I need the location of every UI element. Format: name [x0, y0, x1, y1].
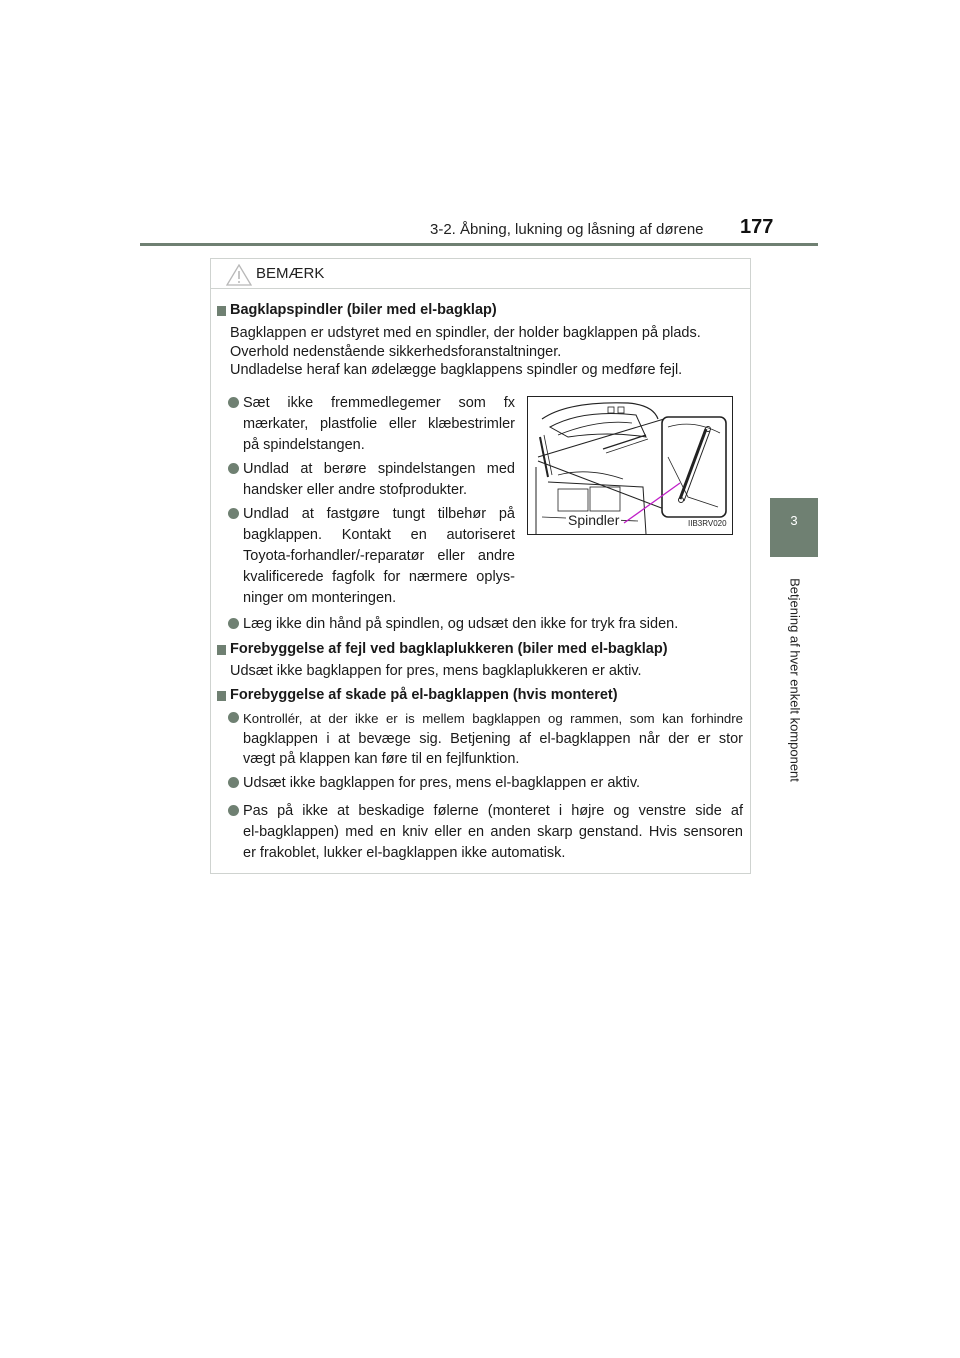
bullet-line: Læg ikke din hånd på spindlen, og udsæt den ikke for tryk fra siden. [243, 616, 679, 632]
intro-line: Undladelse heraf kan ødelægge bagklappens spindler og medføre fejl. [230, 362, 683, 378]
notice-box [210, 258, 751, 874]
section-marker [217, 691, 226, 701]
chapter-tab [770, 498, 818, 557]
section-title: 3-2. Åbning, lukning og låsning af dørene [430, 221, 704, 238]
notice-title: BEMÆRK [256, 265, 325, 282]
bullet-line: bagklappen. Kontakt en autoriseret [243, 527, 515, 543]
bullet-line: Udsæt ikke bagklappen for pres, mens el-bagklappen er aktiv. [243, 775, 641, 791]
tailgate-drawing [528, 397, 732, 534]
bullet-line: Pas på ikke at beskadige følerne (monteret i højre og venstre side af [243, 803, 743, 819]
bullet-marker [228, 805, 239, 816]
section-text: Udsæt ikke bagklappen for pres, mens bagklaplukkeren er aktiv. [230, 663, 642, 679]
section-marker [217, 645, 226, 655]
warning-triangle-icon [226, 264, 252, 286]
bullet-marker [228, 508, 239, 519]
figure-label: Spindler [568, 512, 620, 528]
section-heading: Forebyggelse af fejl ved bagklaplukkeren (biler med el-bagklap) [230, 641, 668, 657]
bullet-line: ninger om monteringen. [243, 590, 397, 606]
intro-line: Overhold nedenstående sikkerhedsforanstaltninger. [230, 344, 562, 360]
tailgate-strut-illustration [527, 396, 733, 535]
bullet-marker [228, 777, 239, 788]
bullet-marker [228, 397, 239, 408]
bullet-line: bagklappen i at bevæge sig. Betjening af el-bagklappen når der er stor [243, 731, 743, 747]
bullet-line: Undlad at fastgøre tungt tilbehør på [243, 506, 515, 522]
notice-header [211, 259, 750, 289]
bullet-line: Toyota-forhandler/-reparatør eller andre [243, 548, 515, 564]
bullet-line: er frakoblet, lukker el-bagklappen ikke automatisk. [243, 845, 566, 861]
figure-code: IIB3RV020 [688, 519, 727, 528]
bullet-line: mærkater, plastfolie eller klæbestrimler [243, 416, 515, 432]
bullet-line: på spindelstangen. [243, 437, 365, 453]
bullet-line: el-bagklappen) med en kniv eller en anden skarp genstand. Hvis sensoren [243, 824, 743, 840]
bullet-line: Undlad at berøre spindelstangen med [243, 461, 515, 477]
section-heading: Forebyggelse af skade på el-bagklappen (hvis monteret) [230, 687, 618, 703]
intro-line: Bagklappen er udstyret med en spindler, der holder bagklappen på plads. [230, 325, 701, 341]
bullet-line: handsker eller andre stofprodukter. [243, 482, 468, 498]
chapter-number: 3 [790, 513, 798, 528]
bullet-line: kvalificerede fagfolk for nærmere oplys- [243, 569, 515, 585]
bullet-line: vægt på klappen kan føre til en fejlfunktion. [243, 751, 520, 767]
header-divider [140, 243, 818, 246]
section-heading: Bagklapspindler (biler med el-bagklap) [230, 302, 497, 318]
bullet-marker [228, 712, 239, 723]
chapter-label: Betjening af hver enkelt komponent [787, 578, 803, 782]
bullet-line: Kontrollér, at der ikke er is mellem bagklappen og rammen, som kan forhindre [243, 711, 743, 726]
bullet-line: Sæt ikke fremmedlegemer som fx [243, 395, 515, 411]
section-marker [217, 306, 226, 316]
bullet-marker [228, 618, 239, 629]
bullet-marker [228, 463, 239, 474]
page-number: 177 [740, 216, 774, 238]
